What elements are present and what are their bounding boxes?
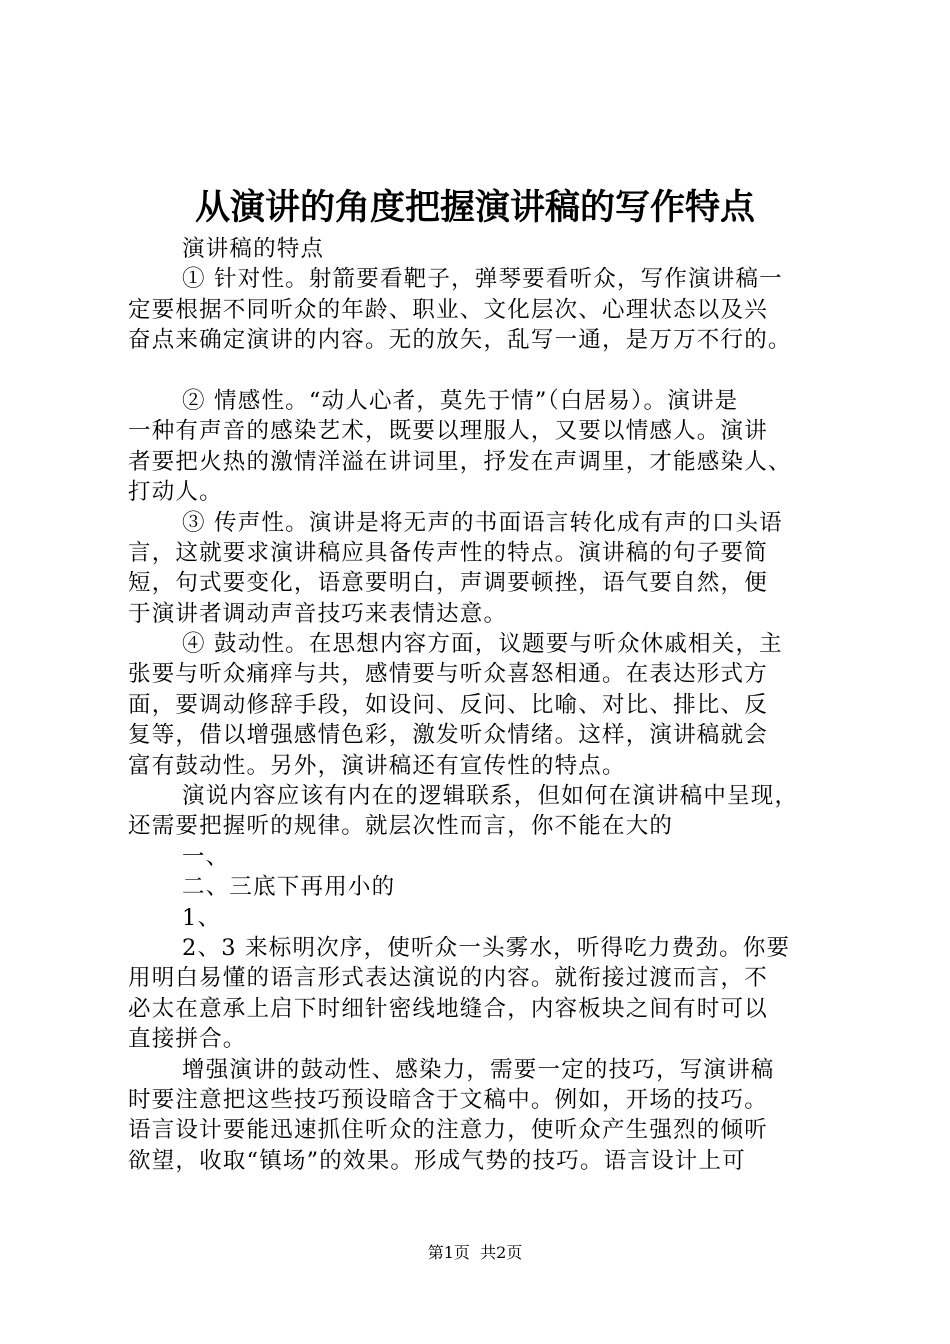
text-line: ③ 传声性。演讲是将无声的书面语言转化成有声的口头语: [182, 509, 783, 536]
text-line: ④ 鼓动性。在思想内容方面，议题要与听众休戚相关，主: [182, 631, 783, 658]
text-line: 演讲稿的特点: [182, 236, 325, 262]
text-line: 复等，借以增强感情色彩，激发听众情绪。这样，演讲稿就会: [128, 722, 768, 749]
text-line: 欲望，收取“镇场”的效果。形成气势的技巧。语言设计上可: [128, 1147, 746, 1174]
text-line: 还需要把握听的规律。就层次性而言，你不能在大的: [128, 813, 674, 840]
text-line: 2、3 来标明次序，使听众一头雾水，听得吃力费劲。你要: [182, 934, 791, 961]
text-line: 者要把火热的激情洋溢在讲词里，抒发在声调里，才能感染人、: [128, 448, 792, 475]
text-line: ② 情感性。“动人心者，莫先于情”（白居易）。演讲是: [182, 387, 739, 414]
text-line: 一、: [182, 843, 230, 870]
text-line: 语言设计要能迅速抓住听众的注意力，使听众产生强烈的倾听: [128, 1117, 768, 1144]
text-line: [128, 356, 836, 386]
text-line: 直接拼合。: [128, 1026, 247, 1053]
text-line: 富有鼓动性。另外，演讲稿还有宣传性的特点。: [128, 752, 626, 779]
text-line: 二、三底下再用小的: [182, 874, 396, 901]
text-line: 定要根据不同听众的年龄、职业、文化层次、心理状态以及兴: [128, 296, 768, 323]
page-footer: 第1页 共2页: [427, 1243, 523, 1262]
text-line: 短，句式要变化，语意要明白，声调要顿挫，语气要自然，便: [128, 570, 768, 597]
text-line: 言，这就要求演讲稿应具备传声性的特点。演讲稿的句子要简: [128, 539, 768, 566]
text-line: 一种有声音的感染艺术，既要以理服人，又要以情感人。演讲: [128, 418, 768, 445]
text-line: 1、: [182, 904, 222, 931]
text-line: 面，要调动修辞手段，如设问、反问、比喻、对比、排比、反: [128, 691, 768, 718]
text-line: 于演讲者调动声音技巧来表情达意。: [128, 600, 508, 627]
text-line: 打动人。: [128, 479, 223, 506]
page-title: 从演讲的角度把握演讲稿的写作特点: [194, 187, 755, 228]
text-line: 演说内容应该有内在的逻辑联系，但如何在演讲稿中呈现，: [182, 783, 799, 810]
text-line: 时要注意把这些技巧预设暗含于文稿中。例如，开场的技巧。: [128, 1086, 768, 1113]
text-line: ① 针对性。射箭要看靶子，弹琴要看听众，写作演讲稿一: [182, 266, 783, 293]
text-line: 必太在意承上启下时细针密线地缝合，内容板块之间有时可以: [128, 995, 768, 1022]
text-line: 增强演讲的鼓动性、感染力，需要一定的技巧，写演讲稿: [182, 1056, 775, 1083]
document-body: [128, 234, 836, 1176]
text-line: 用明白易懂的语言形式表达演说的内容。就衔接过渡而言，不: [128, 965, 768, 992]
text-line: 张要与听众痛痒与共，感情要与听众喜怒相通。在表达形式方: [128, 661, 768, 688]
text-line: 奋点来确定演讲的内容。无的放矢，乱写一通，是万万不行的。: [128, 327, 792, 354]
